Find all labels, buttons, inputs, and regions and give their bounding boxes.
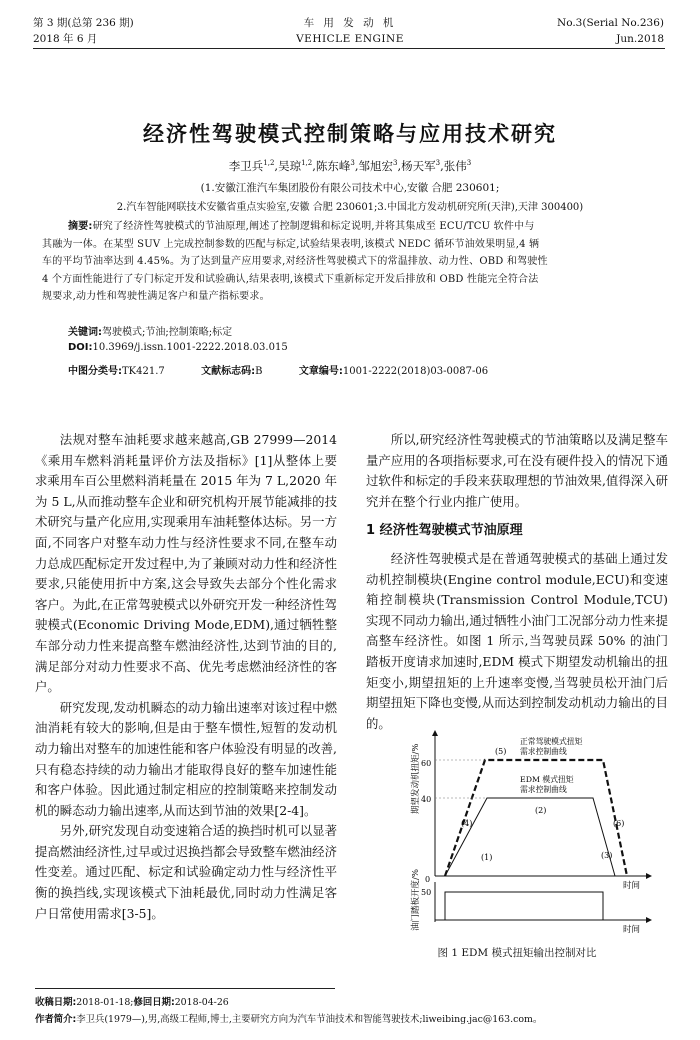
tick-50: 50 bbox=[421, 888, 432, 897]
doc-code-value: B bbox=[255, 366, 263, 377]
article-number-label: 文章编号: bbox=[298, 366, 343, 377]
author-bio bbox=[35, 1011, 675, 1025]
curve-label-1: (1) bbox=[481, 853, 493, 862]
author-bio-label: 作者简介: bbox=[35, 1014, 77, 1025]
abstract-line: 研究了经济性驾驶模式的节油原理,阐述了控制逻辑和标定说明,并将其集成至 ECU/TCU 软件中与 bbox=[92, 221, 535, 232]
article-number-value: 1001-2222(2018)03-0087-06 bbox=[342, 366, 489, 377]
paragraph: 研究发现,发动机瞬态的动力输出速率对该过程中燃油消耗有较大的影响,但是由于整车惯性,短暂的发动机动力输出对整车的加速性能和客户体验没有明显的改善,只有稳态持续的动力输出才能取得良好的整车加速性能和客户体验。因此通过制定相应的控制策略来控制发动机的瞬态动力输出速率,从而达到节油的效果[2-4]。 bbox=[35, 699, 337, 818]
affiliation-line-2: 2.汽车智能网联技术安徽省重点实验室,安徽 合肥 230601;3.中国北方发动机研究所(天津),天津 300400) bbox=[116, 202, 584, 213]
edm-mode-curve bbox=[445, 798, 615, 876]
clc-value: TK421.7 bbox=[122, 366, 165, 377]
paragraph: 法规对整车油耗要求越来越高,GB 27999—2014《乘用车燃料消耗量评价方法及指标》[1]从整体上要求乘用车百公里燃料消耗量在 2015 年为 7 L,2020 年为 5 L,从而推动整车企业和研究机构开展节能减排的技术研究与量产化应用,实现乘用车油耗整体达标。另一方面,不同客户对整车动力性与经济性要求不同,在整车动力总成匹配标定开发过程中,为了兼顾对动力性和经济性要求,只能使用折中方案,这会导致失去部分个性化需求客户。为此,在正常驾驶模式以外研究开发一种经济性驾驶模式(Economic Driving Mode,EDM),通过牺牲整车部分动力性来提高整车燃油经济性,达到节油的目的,满足部分对动力性要求不高、优先考虑燃油经济性的客户。 bbox=[35, 432, 337, 695]
abstract-line: 4 个方面性能进行了专门标定开发和试验确认,结果表明,该模式下重新标定开发后排放和 OBD 性能完全符合法 bbox=[42, 273, 539, 285]
journal-name-cn: 车 用 发 动 机 bbox=[303, 17, 397, 29]
abstract-line: 其融为一体。在某型 SUV 上完成控制参数的匹配与标定,试验结果表明,该模式 NEDC 循环节油效果明显,4 辆 bbox=[42, 238, 540, 250]
paragraph: 所以,研究经济性驾驶模式的节油策略以及满足整车量产应用的各项指标要求,可在没有硬件投入的情况下通过软件和标定的手段来获取理想的节油效果,值得深入研究并在整个行业内推广使用。 bbox=[366, 432, 668, 509]
header-rule bbox=[33, 48, 665, 49]
legend-normal-1: 正常驾驶模式扭矩 bbox=[520, 737, 583, 746]
tick-40: 40 bbox=[421, 795, 432, 804]
y-axis-arrow-icon bbox=[432, 730, 438, 736]
x-axis-arrow-bottom-icon bbox=[646, 917, 652, 923]
keywords-text: 驾驶模式;节油;控制策略;标定 bbox=[102, 327, 233, 338]
paragraph: 另外,研究发现自动变速箱合适的换挡时机可以显著提高燃油经济性,过早或过迟换挡都会导致整车燃油经济性变差。通过匹配、标定和试验确定动力性与经济性平衡的换挡线,实现该模式下油耗最优,同时动力性满足客户日常使用需求[3-5]。 bbox=[35, 823, 337, 921]
curve-label-4: (4) bbox=[461, 819, 473, 828]
section-heading: 1 经济性驾驶模式节油原理 bbox=[366, 523, 523, 539]
received-info bbox=[35, 994, 229, 1008]
right-column bbox=[366, 430, 668, 734]
keywords bbox=[68, 323, 232, 338]
doi-value[interactable]: 10.3969/j.issn.1001-2222.2018.03.015 bbox=[92, 342, 288, 353]
classification-line bbox=[68, 362, 488, 377]
author-bio-text: 李卫兵(1979—),男,高级工程师,博士,主要研究方向为汽车节油技术和智能驾驶技术;liweibing.jac@163.com。 bbox=[76, 1014, 543, 1025]
journal-serial: No.3(Serial No.236) bbox=[557, 17, 664, 29]
y-axis-label-bottom: 油门踏板开度/% bbox=[411, 869, 421, 931]
abstract-line: 车的平均节油率达到 4.45%。为了达到量产应用要求,对经济性驾驶模式下的常温排放、动力性、OBD 和驾驶性 bbox=[42, 256, 548, 267]
revised-label: 修回日期: bbox=[133, 997, 175, 1008]
tick-60: 60 bbox=[421, 759, 432, 768]
received-label: 收稿日期: bbox=[35, 997, 77, 1008]
doc-code-label: 文献标志码: bbox=[201, 366, 256, 377]
legend-normal-2: 需求控制曲线 bbox=[520, 747, 567, 756]
abstract-line: 规要求,动力性和驾驶性满足客户和量产指标要求。 bbox=[42, 291, 270, 302]
x-axis-arrow-icon bbox=[646, 873, 652, 879]
abstract bbox=[42, 218, 660, 306]
legend-edm-2: 需求控制曲线 bbox=[520, 785, 567, 794]
curve-label-2: (2) bbox=[535, 806, 547, 815]
curve-label-5: (5) bbox=[495, 747, 507, 756]
y-axis-label-top: 期望发动机扭矩/% bbox=[411, 743, 421, 814]
clc-label: 中图分类号: bbox=[68, 366, 122, 377]
page-title: 经济性驾驶模式控制策略与应用技术研究 bbox=[143, 122, 557, 146]
received-date: 2018-01-18; bbox=[76, 997, 134, 1008]
journal-month: Jun.2018 bbox=[616, 33, 664, 45]
left-column bbox=[35, 430, 337, 924]
x-axis-label-top: 时间 bbox=[623, 881, 641, 891]
footer-rule bbox=[35, 988, 335, 989]
journal-date: 2018 年 6 月 bbox=[33, 33, 98, 45]
journal-name-en: VEHICLE ENGINE bbox=[296, 33, 404, 45]
abstract-label: 摘要: bbox=[68, 221, 93, 232]
paragraph: 经济性驾驶模式是在普通驾驶模式的基础上通过发动机控制模块(Engine control module,ECU)和变速箱控制模块(Transmission Control Module,TCU)实现不同动力输出,通过牺牲小油门工况部分动力性来提高整车经济性。如图 1 所示,当驾驶员踩 50% 的油门踏板开度请求加速时,EDM 模式下期望发动机输出的扭矩变小,期望扭矩的上升速率变慢,当驾驶员松开油门后期望扭矩下降也变慢,从而达到控制发动机动力输出的目的。 bbox=[366, 550, 668, 731]
x-axis-label-bottom: 时间 bbox=[623, 925, 641, 935]
figure-edm-torque bbox=[405, 730, 655, 942]
curve-label-3: (3) bbox=[601, 851, 613, 860]
author-list: 李卫兵$^{1,2}$,吴琼$^{1,2}$,陈东峰$^3$,邹旭宏$^3$,杨天军$^3$,张伟$^3$ bbox=[228, 159, 472, 173]
figure-caption: 图 1 EDM 模式扭矩输出控制对比 bbox=[437, 947, 597, 959]
legend-edm-1: EDM 模式扭矩 bbox=[520, 775, 574, 784]
keywords-label: 关键词: bbox=[68, 327, 102, 338]
doi-label: DOI: bbox=[68, 342, 93, 353]
journal-issue: 第 3 期(总第 236 期) bbox=[33, 17, 134, 29]
tick-0: 0 bbox=[425, 875, 431, 884]
affiliation-line-1: (1.安徽江淮汽车集团股份有限公司技术中心,安徽 合肥 230601; bbox=[200, 182, 500, 194]
doi bbox=[68, 342, 288, 353]
pedal-curve bbox=[435, 892, 603, 920]
curve-label-6: (6) bbox=[613, 819, 625, 828]
revised-date: 2018-04-26 bbox=[174, 997, 229, 1008]
